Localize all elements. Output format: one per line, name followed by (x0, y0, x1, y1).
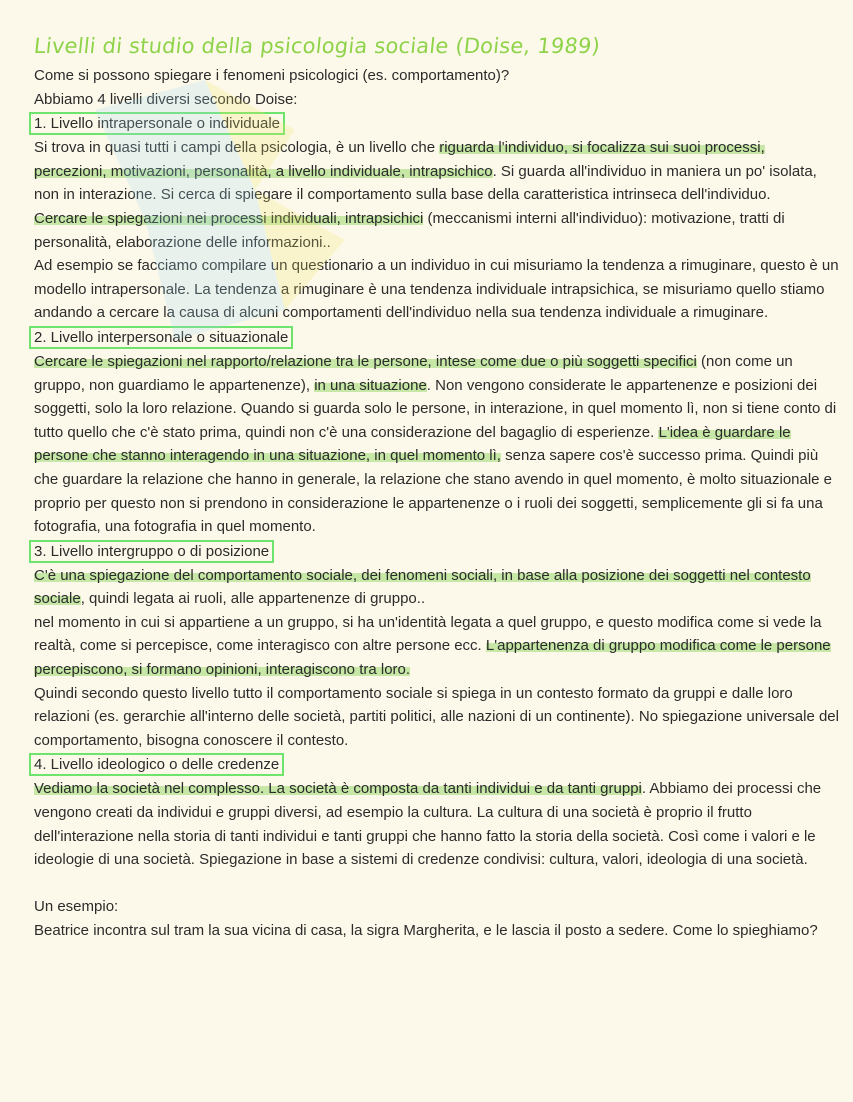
level4-p1-highlight: Vediamo la società nel complesso. La società è composta da tanti individui e da tanti gruppi (34, 780, 642, 798)
level3-paragraph-3: Quindi secondo questo livello tutto il comportamento sociale si spiega in un contesto formato da gruppi e dalle loro relazioni (es. gerarchie all'interno delle società, partiti politici, alle nazioni di un continente). No spiegazione universale del comportamento, bisogna conoscere il contesto. (34, 684, 839, 749)
level3-paragraph-2 (34, 611, 839, 682)
level1-p2-text: (meccanismi interni all'individuo): motivazione, tratti di personalità, elaborazione delle informazioni.. (34, 209, 785, 251)
level1-p2-highlight: Cercare le spiegazioni nei processi individuali, intrapsichici (34, 209, 424, 227)
level2-p1-highlight-2: in una situazione (314, 376, 427, 394)
level2-p1-text-d: senza sapere cos'è successo prima. Quindi più che guardare la relazione che hanno in generale, la relazione che stano avendo in quel momento, è molto situazionale e proprio per questo non si prendono in considerazione le appartenenze o i ruoli dei soggetti, semplicemente gli si fa una fotografia, una fotografia in quel momento. (34, 447, 833, 536)
level3-p1-highlight: C'è una spiegazione del comportamento sociale, dei fenomeni sociali, in base alla posizione dei soggetti nel contesto sociale (34, 566, 811, 608)
intro-levels: Abbiamo 4 livelli diversi secondo Doise: (34, 90, 298, 108)
level3-heading: 3. Livello intergruppo o di posizione (29, 540, 274, 563)
level1-heading-row (34, 112, 839, 135)
page-title: Livelli di studio della psicologia sociale (Doise, 1989) (32, 34, 602, 58)
level2-p1-highlight-3: L'idea è guardare le persone che stanno interagendo in una situazione, in quel momento lì, (34, 423, 791, 465)
level3-paragraph-1 (34, 564, 839, 611)
level3-p2-text-a: nel momento in cui si appartiene a un gruppo, si ha un'identità legata a quel gruppo, e questo modifica come si vede la realtà, come si percepisce, come interagisco con altre persone ecc. (34, 613, 822, 655)
level1-paragraph-1 (34, 136, 839, 207)
level1-heading: 1. Livello intrapersonale o individuale (29, 112, 285, 135)
level2-heading: 2. Livello interpersonale o situazionale (29, 326, 293, 349)
level3-heading-row (34, 540, 839, 563)
level4-heading: 4. Livello ideologico o delle credenze (29, 753, 284, 776)
level1-p1-text-b: . Si guarda all'individuo in maniera un po' isolata, non in interazione. Si cerca di spiegare il comportamento sulla base della caratteristica intrinseca dell'individuo. (34, 162, 817, 204)
level4-paragraph-1 (34, 777, 839, 871)
level2-p1-text-c: . Non vengono considerate le appartenenze e posizioni dei soggetti, solo la loro relazione. Quando si guarda solo le persone, in interazione, in quel momento lì, non si tiene conto di tutto quello che c'è stato prima, quindi non c'è una considerazione del bagaglio di esperienze. (34, 376, 837, 441)
level3-p2-highlight: L'appartenenza di gruppo modifica come le persone percepiscono, si formano opinioni, interagiscono tra loro. (34, 637, 831, 679)
example-label: Un esempio: (34, 898, 119, 916)
level2-heading-row (34, 326, 839, 349)
level3-p1-text-b: , quindi legata ai ruoli, alle appartenenze di gruppo.. (80, 590, 426, 608)
level1-paragraph-3: Ad esempio se facciamo compilare un questionario a un individuo in cui misuriamo la tendenza a rimuginare, questo è un modello intrapersonale. La tendenza a rimuginare è una tendenza individuale intrapsichica, se misuriamo quello stiamo andando a cercare la causa di alcuni comportamenti dell'individuo nella sua tendenza individuale a rimuginare. (34, 257, 839, 322)
level4-p1-text-b: . Abbiamo dei processi che vengono creati da individui e gruppi diversi, ad esempio la cultura. La cultura di una società è proprio il frutto dell'interazione nella storia di tanti individui e tanti gruppi che hanno fatto la storia della società. Così come i valori e le ideologie di una società. Spiegazione in base a sistemi di credenze condivisi: cultura, valori, ideologia di una società. (34, 780, 822, 869)
level2-p1-highlight: Cercare le spiegazioni nel rapporto/relazione tra le persone, intese come due o più soggetti specifici (34, 352, 697, 370)
intro-question: Come si possono spiegare i fenomeni psicologici (es. comportamento)? (34, 67, 510, 84)
level1-p1-highlight: riguarda l'individuo, si focalizza sui suoi processi, percezioni, motivazioni, personalità, a livello individuale, intrapsichico (34, 139, 765, 180)
level4-heading-row (34, 753, 839, 776)
example-text: Beatrice incontra sul tram la sua vicina di casa, la sigra Margherita, e le lascia il posto a sedere. Come lo spieghiamo? (34, 922, 818, 939)
level1-paragraph-2 (34, 207, 839, 254)
spacer (34, 872, 839, 896)
level1-p1-text-a: Si trova in quasi tutti i campi della psicologia, è un livello che (34, 139, 440, 157)
level2-paragraph-1 (34, 350, 839, 539)
level2-p1-text-b: (non come un gruppo, non guardiamo le appartenenze), (34, 352, 793, 394)
